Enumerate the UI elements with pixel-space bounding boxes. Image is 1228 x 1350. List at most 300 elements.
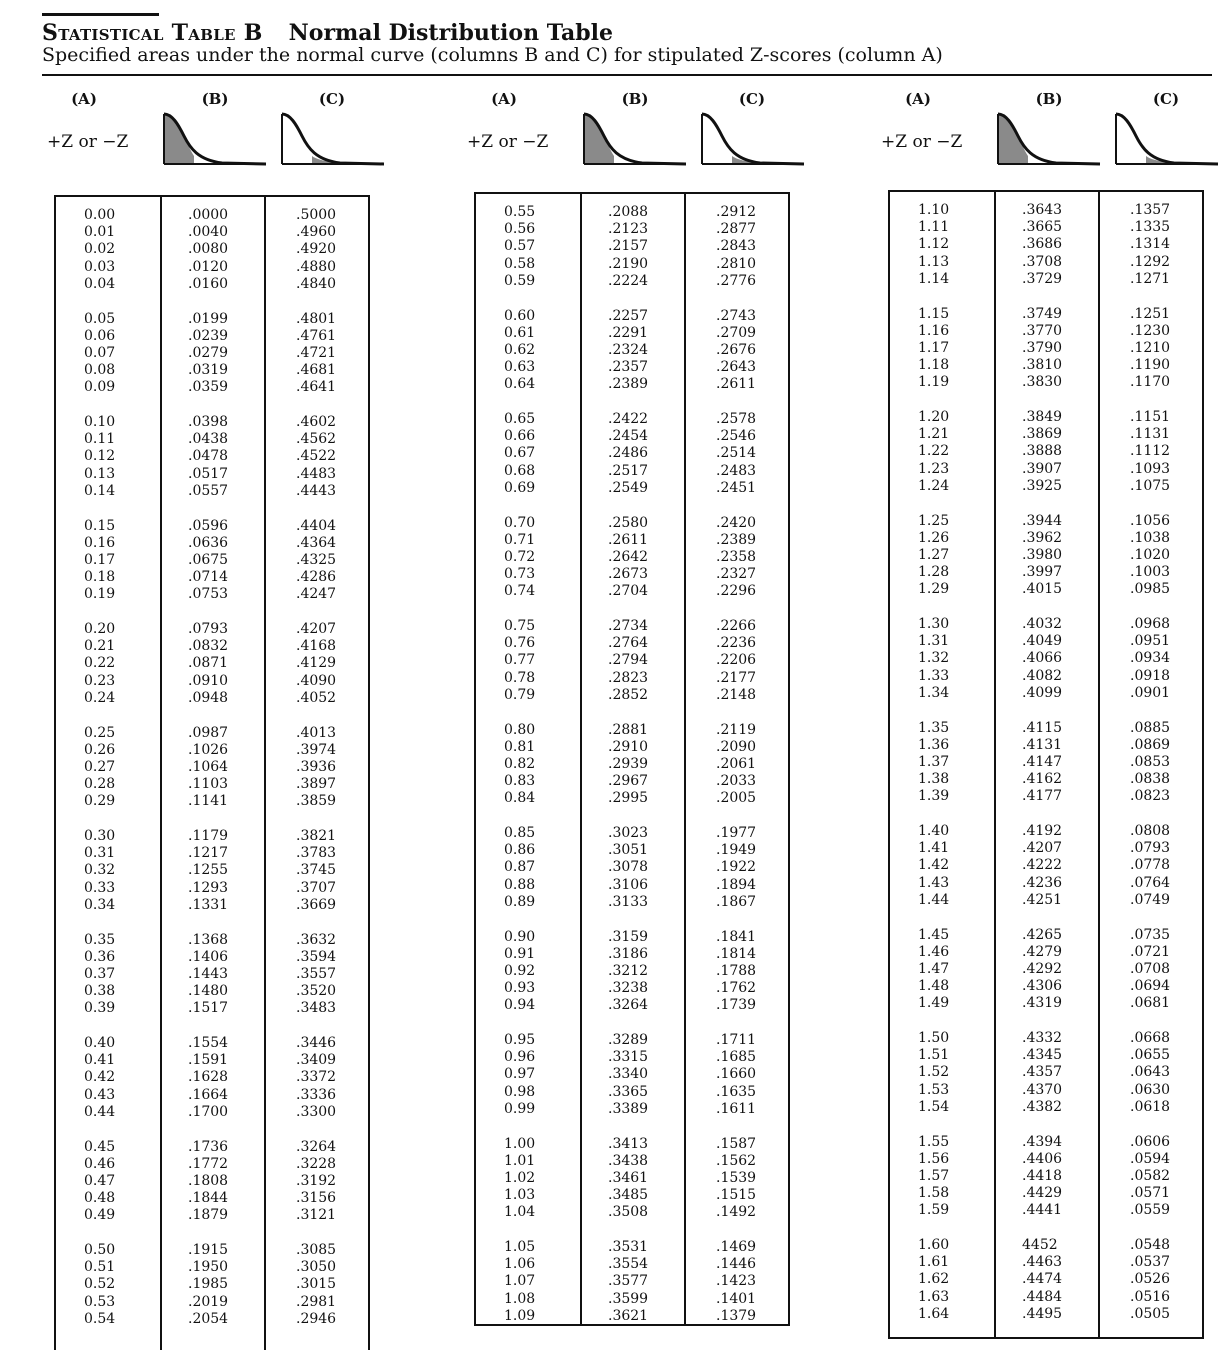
area-c-cell: .4090: [296, 672, 337, 689]
area-b-cell: .1554: [188, 1035, 229, 1051]
area-b-cell: .4207: [1022, 840, 1063, 857]
z-score-cell: 1.61: [918, 1254, 950, 1271]
column-z-score: [84, 828, 115, 914]
area-c-cell: .2177: [716, 669, 757, 686]
area-c-cell: .4641: [296, 379, 337, 396]
z-score-cell: 1.52: [918, 1064, 950, 1081]
area-c-cell: .4522: [296, 448, 337, 465]
area-b-cell: .4236: [1022, 874, 1063, 891]
area-c-cell: .0606: [1130, 1133, 1171, 1150]
area-b-cell: .2224: [608, 272, 649, 289]
z-score-cell: 1.17: [918, 339, 950, 356]
area-b-cell: .2123: [608, 221, 649, 238]
column-area-c: [1130, 1030, 1170, 1116]
z-score-cell: 0.43: [84, 1086, 116, 1103]
z-score-cell: 0.75: [504, 618, 536, 634]
area-c-cell: .1170: [1130, 374, 1171, 391]
area-c-cell: .0951: [1130, 633, 1171, 650]
area-c-cell: .4207: [296, 621, 337, 637]
z-score-cell: 1.49: [918, 995, 950, 1012]
column-z-score: [918, 1237, 949, 1323]
area-c-cell: .1093: [1130, 460, 1171, 477]
area-c-cell: .0985: [1130, 581, 1171, 598]
area-c-cell: .2578: [716, 411, 757, 427]
area-b-cell: .3643: [1022, 202, 1063, 218]
column-area-b: [1022, 513, 1062, 599]
z-score-cell: 0.10: [84, 414, 116, 430]
area-c-cell: .3336: [296, 1086, 337, 1103]
z-label: +Z or −Z: [47, 132, 129, 152]
area-b-cell: .0040: [188, 224, 229, 241]
area-c-cell: .0885: [1130, 719, 1171, 736]
column-z-score: [918, 720, 949, 806]
area-c-cell: .0630: [1130, 1081, 1171, 1098]
z-score-cell: 1.23: [918, 460, 950, 477]
z-score-cell: 0.25: [84, 724, 116, 741]
column-area-c: [1130, 409, 1170, 495]
z-score-cell: 1.30: [918, 616, 950, 632]
area-c-cell: .0559: [1130, 1202, 1171, 1219]
area-b-cell: .0478: [188, 448, 229, 465]
area-c-cell: .0838: [1130, 771, 1171, 788]
z-score-cell: 0.78: [504, 669, 536, 686]
area-b-cell: .4484: [1022, 1288, 1063, 1305]
column-area-c: [716, 929, 756, 1015]
column-area-b: [1022, 823, 1062, 909]
area-c-cell: .0694: [1130, 978, 1171, 995]
area-c-cell: .4761: [296, 327, 337, 344]
column-area-c: [1130, 927, 1170, 1013]
area-b-cell: .4279: [1022, 943, 1063, 960]
normal-curve-b-icon: [582, 106, 688, 172]
area-b-cell: 4452: [1022, 1237, 1058, 1253]
area-c-cell: .1711: [716, 1032, 757, 1048]
z-score-cell: 1.12: [918, 236, 950, 253]
area-c-cell: .2483: [716, 462, 757, 479]
area-b-cell: .4474: [1022, 1271, 1063, 1288]
area-c-cell: .0582: [1130, 1167, 1171, 1184]
column-z-score: [504, 1136, 535, 1222]
normal-curve-c-icon: [700, 106, 806, 172]
column-area-c: [1130, 1134, 1170, 1220]
area-b-cell: .0517: [188, 465, 229, 482]
area-c-cell: .1423: [716, 1273, 757, 1290]
area-c-cell: .1814: [716, 945, 757, 962]
area-b-cell: .2549: [608, 479, 649, 496]
area-c-cell: .0735: [1130, 926, 1171, 943]
column-area-b: [188, 311, 228, 397]
z-score-cell: 1.22: [918, 443, 950, 460]
area-c-cell: .1038: [1130, 529, 1171, 546]
area-b-cell: .4345: [1022, 1047, 1063, 1064]
area-c-cell: .1515: [716, 1187, 757, 1204]
z-score-cell: 1.45: [918, 926, 950, 943]
z-score-cell: 0.69: [504, 479, 536, 496]
z-score-cell: 0.92: [504, 962, 536, 979]
area-b-cell: .0910: [188, 672, 229, 689]
column-z-score: [504, 204, 535, 290]
column-area-b: [188, 207, 228, 293]
area-c-cell: .3974: [296, 741, 337, 758]
area-b-cell: .3438: [608, 1152, 649, 1169]
column-area-c: [716, 1239, 756, 1325]
area-b-cell: .3599: [608, 1290, 649, 1307]
area-b-cell: .0000: [188, 207, 229, 223]
table-body: [888, 190, 1204, 1339]
z-score-cell: 1.60: [918, 1237, 950, 1253]
area-b-cell: .2088: [608, 204, 649, 220]
z-score-cell: 0.45: [84, 1138, 116, 1155]
area-b-cell: .4162: [1022, 771, 1063, 788]
z-label: +Z or −Z: [467, 132, 549, 152]
area-b-cell: .2580: [608, 514, 649, 531]
column-z-score: [84, 1139, 115, 1225]
z-label: +Z or −Z: [881, 132, 963, 152]
area-b-cell: .1591: [188, 1052, 229, 1069]
column-area-c: [716, 825, 756, 911]
area-c-cell: .2514: [716, 445, 757, 462]
z-score-cell: 1.09: [504, 1307, 536, 1324]
z-score-cell: 0.98: [504, 1083, 536, 1100]
z-score-cell: 1.34: [918, 684, 950, 701]
area-b-cell: .1808: [188, 1172, 229, 1189]
area-c-cell: .3669: [296, 896, 337, 913]
area-b-cell: .1985: [188, 1276, 229, 1293]
area-b-cell: .3051: [608, 842, 649, 859]
column-z-score: [84, 932, 115, 1018]
area-c-cell: .1292: [1130, 253, 1171, 270]
z-score-cell: 0.56: [504, 221, 536, 238]
area-b-cell: .3849: [1022, 409, 1063, 425]
z-score-cell: 1.53: [918, 1081, 950, 1098]
area-b-cell: .4418: [1022, 1167, 1063, 1184]
area-b-cell: .0871: [188, 655, 229, 672]
area-c-cell: .1401: [716, 1290, 757, 1307]
area-c-cell: .0793: [1130, 840, 1171, 857]
area-c-cell: .4602: [296, 414, 337, 430]
z-score-cell: 0.03: [84, 258, 116, 275]
column-area-b: [608, 825, 648, 911]
area-b-cell: .1480: [188, 983, 229, 1000]
area-b-cell: .3133: [608, 893, 649, 910]
area-c-cell: .2981: [296, 1293, 337, 1310]
z-score-cell: 0.16: [84, 534, 116, 551]
z-score-cell: 0.93: [504, 980, 536, 997]
area-b-cell: .4406: [1022, 1150, 1063, 1167]
area-b-cell: .1443: [188, 965, 229, 982]
area-c-cell: .0643: [1130, 1064, 1171, 1081]
column-area-b: [188, 932, 228, 1018]
z-score-cell: 0.99: [504, 1100, 536, 1117]
column-area-b: [608, 411, 648, 497]
area-c-cell: .2810: [716, 255, 757, 272]
area-c-cell: .1020: [1130, 546, 1171, 563]
z-score-cell: 0.20: [84, 621, 116, 637]
z-score-cell: 0.30: [84, 828, 116, 844]
column-area-b: [188, 725, 228, 811]
z-score-cell: 0.48: [84, 1190, 116, 1207]
z-score-cell: 1.07: [504, 1273, 536, 1290]
area-c-cell: .3156: [296, 1190, 337, 1207]
z-score-cell: 0.86: [504, 842, 536, 859]
area-c-cell: .1894: [716, 876, 757, 893]
column-area-b: [1022, 1237, 1062, 1323]
area-b-cell: .1255: [188, 862, 229, 879]
z-score-cell: 1.62: [918, 1271, 950, 1288]
area-b-cell: .2910: [608, 738, 649, 755]
z-score-cell: 0.06: [84, 327, 116, 344]
normal-curve-c-icon: [1114, 106, 1220, 172]
z-score-cell: 1.16: [918, 322, 950, 339]
area-c-cell: .3632: [296, 931, 337, 948]
column-area-b: [188, 621, 228, 707]
z-score-cell: 1.64: [918, 1305, 950, 1322]
area-c-cell: .1335: [1130, 219, 1171, 236]
column-z-score: [918, 306, 949, 392]
area-c-cell: .1230: [1130, 322, 1171, 339]
table-panel-1: [42, 86, 442, 1348]
column-area-c: [716, 515, 756, 601]
column-header-b: (B): [621, 90, 649, 108]
column-area-b: [188, 518, 228, 604]
column-z-score: [918, 409, 949, 495]
z-score-cell: 0.47: [84, 1172, 116, 1189]
table-panel-2: [462, 86, 862, 1348]
area-b-cell: .2454: [608, 428, 649, 445]
z-score-cell: 0.61: [504, 324, 536, 341]
area-c-cell: .0516: [1130, 1288, 1171, 1305]
z-score-cell: 0.94: [504, 997, 536, 1014]
column-area-c: [1130, 720, 1170, 806]
area-c-cell: .0708: [1130, 960, 1171, 977]
area-c-cell: .1867: [716, 893, 757, 910]
area-b-cell: .1406: [188, 948, 229, 965]
area-c-cell: .4880: [296, 258, 337, 275]
column-header-c: (C): [318, 90, 346, 108]
column-z-score: [504, 929, 535, 1015]
z-score-cell: 0.59: [504, 272, 536, 289]
table-name: Statistical Table B: [42, 20, 263, 46]
column-area-c: [1130, 823, 1170, 909]
column-area-c: [296, 1139, 336, 1225]
z-score-cell: 0.39: [84, 1000, 116, 1017]
area-c-cell: .2643: [716, 359, 757, 376]
area-c-cell: .4013: [296, 724, 337, 741]
z-score-cell: 0.65: [504, 411, 536, 427]
z-score-cell: 1.01: [504, 1152, 536, 1169]
area-c-cell: .0594: [1130, 1150, 1171, 1167]
z-score-cell: 0.57: [504, 238, 536, 255]
area-b-cell: .4382: [1022, 1098, 1063, 1115]
area-b-cell: .3554: [608, 1256, 649, 1273]
z-score-cell: 1.19: [918, 374, 950, 391]
column-divider: [684, 194, 686, 1324]
area-b-cell: .4049: [1022, 633, 1063, 650]
area-c-cell: .2206: [716, 652, 757, 669]
z-score-cell: 1.35: [918, 719, 950, 736]
area-c-cell: .1271: [1130, 270, 1171, 287]
shaded-area-b: [998, 114, 1028, 164]
area-b-cell: .4147: [1022, 753, 1063, 770]
column-area-b: [1022, 616, 1062, 702]
area-c-cell: .1611: [716, 1100, 757, 1117]
column-area-b: [608, 1136, 648, 1222]
area-b-cell: .4370: [1022, 1081, 1063, 1098]
column-area-c: [716, 411, 756, 497]
area-c-cell: .0505: [1130, 1305, 1171, 1322]
z-score-cell: 0.38: [84, 983, 116, 1000]
column-area-b: [188, 1035, 228, 1121]
z-score-cell: 0.84: [504, 790, 536, 807]
area-c-cell: .2709: [716, 324, 757, 341]
z-score-cell: 0.74: [504, 583, 536, 600]
area-b-cell: .3289: [608, 1032, 649, 1048]
z-score-cell: 0.80: [504, 721, 536, 738]
z-score-cell: 0.70: [504, 514, 536, 531]
area-b-cell: .2190: [608, 255, 649, 272]
area-b-cell: .4032: [1022, 616, 1063, 632]
area-b-cell: .0438: [188, 431, 229, 448]
area-c-cell: .2061: [716, 755, 757, 772]
header-rule: [42, 74, 1212, 76]
column-area-c: [296, 518, 336, 604]
z-score-cell: 1.29: [918, 581, 950, 598]
area-b-cell: .2357: [608, 359, 649, 376]
area-b-cell: .3212: [608, 962, 649, 979]
column-area-c: [1130, 202, 1170, 288]
z-score-cell: 1.41: [918, 840, 950, 857]
column-area-b: [1022, 927, 1062, 1013]
area-c-cell: .2877: [716, 221, 757, 238]
z-score-cell: 0.63: [504, 359, 536, 376]
column-area-c: [296, 725, 336, 811]
area-b-cell: .4429: [1022, 1185, 1063, 1202]
area-c-cell: .2389: [716, 531, 757, 548]
z-score-cell: 0.85: [504, 825, 536, 841]
area-b-cell: .1141: [188, 793, 229, 810]
column-z-score: [84, 1035, 115, 1121]
area-c-cell: .3745: [296, 862, 337, 879]
area-b-cell: .1026: [188, 741, 229, 758]
area-c-cell: .0778: [1130, 857, 1171, 874]
area-b-cell: .0279: [188, 344, 229, 361]
area-b-cell: .3830: [1022, 374, 1063, 391]
z-score-cell: 0.81: [504, 738, 536, 755]
z-score-cell: 1.36: [918, 736, 950, 753]
z-score-cell: 1.11: [918, 219, 950, 236]
area-b-cell: .3708: [1022, 253, 1063, 270]
z-score-cell: 1.37: [918, 753, 950, 770]
area-c-cell: .0764: [1130, 874, 1171, 891]
column-area-c: [716, 1032, 756, 1118]
column-area-b: [1022, 1030, 1062, 1116]
area-b-cell: .1064: [188, 758, 229, 775]
area-c-cell: .3520: [296, 983, 337, 1000]
area-b-cell: .1844: [188, 1190, 229, 1207]
area-b-cell: .0120: [188, 258, 229, 275]
z-score-cell: 0.79: [504, 686, 536, 703]
area-b-cell: .3770: [1022, 322, 1063, 339]
area-b-cell: .1664: [188, 1086, 229, 1103]
z-score-cell: 0.34: [84, 896, 116, 913]
area-c-cell: .3409: [296, 1052, 337, 1069]
area-b-cell: .0753: [188, 586, 229, 603]
area-b-cell: .0398: [188, 414, 229, 430]
z-score-cell: 0.11: [84, 431, 116, 448]
z-score-cell: 1.27: [918, 546, 950, 563]
z-score-cell: 1.10: [918, 202, 950, 218]
area-b-cell: .2291: [608, 324, 649, 341]
z-score-cell: 1.47: [918, 960, 950, 977]
area-b-cell: .4441: [1022, 1202, 1063, 1219]
column-divider: [580, 194, 582, 1324]
column-area-c: [716, 308, 756, 394]
z-score-cell: 1.31: [918, 633, 950, 650]
area-b-cell: .0832: [188, 638, 229, 655]
area-c-cell: .4840: [296, 275, 337, 292]
z-score-cell: 0.44: [84, 1103, 116, 1120]
z-score-cell: 0.88: [504, 876, 536, 893]
area-c-cell: .1357: [1130, 202, 1171, 218]
area-b-cell: .2823: [608, 669, 649, 686]
area-c-cell: .0918: [1130, 667, 1171, 684]
z-score-cell: 0.29: [84, 793, 116, 810]
area-c-cell: .0655: [1130, 1047, 1171, 1064]
area-c-cell: .4325: [296, 551, 337, 568]
column-area-b: [1022, 409, 1062, 495]
z-score-cell: 0.90: [504, 928, 536, 945]
area-b-cell: .2389: [608, 376, 649, 393]
column-area-b: [608, 618, 648, 704]
area-c-cell: .4443: [296, 482, 337, 499]
area-b-cell: .4495: [1022, 1305, 1063, 1322]
z-score-cell: 0.18: [84, 569, 116, 586]
column-divider: [1098, 192, 1100, 1337]
area-c-cell: .0869: [1130, 736, 1171, 753]
z-score-cell: 1.06: [504, 1256, 536, 1273]
area-c-cell: .2148: [716, 686, 757, 703]
area-c-cell: .2743: [716, 307, 757, 324]
area-b-cell: .3340: [608, 1066, 649, 1083]
column-area-c: [296, 1035, 336, 1121]
area-c-cell: .3121: [296, 1207, 337, 1224]
area-c-cell: .4483: [296, 465, 337, 482]
area-b-cell: .0675: [188, 551, 229, 568]
z-score-cell: 1.25: [918, 512, 950, 529]
area-b-cell: .3790: [1022, 339, 1063, 356]
column-z-score: [504, 515, 535, 601]
area-c-cell: .4247: [296, 586, 337, 603]
area-b-cell: .2486: [608, 445, 649, 462]
area-b-cell: .0319: [188, 362, 229, 379]
area-c-cell: .0853: [1130, 753, 1171, 770]
area-c-cell: .3821: [296, 828, 337, 844]
z-score-cell: 1.59: [918, 1202, 950, 1219]
area-b-cell: .4306: [1022, 978, 1063, 995]
z-score-cell: 1.15: [918, 305, 950, 322]
area-c-cell: .1762: [716, 980, 757, 997]
z-score-cell: 0.08: [84, 362, 116, 379]
column-z-score: [84, 621, 115, 707]
area-b-cell: .1628: [188, 1069, 229, 1086]
table-title: Normal Distribution Table: [288, 20, 613, 46]
area-b-cell: .2967: [608, 773, 649, 790]
area-b-cell: .4082: [1022, 667, 1063, 684]
column-header-b: (B): [1035, 90, 1063, 108]
z-score-cell: 0.53: [84, 1293, 116, 1310]
column-z-score: [504, 722, 535, 808]
area-c-cell: .1922: [716, 859, 757, 876]
